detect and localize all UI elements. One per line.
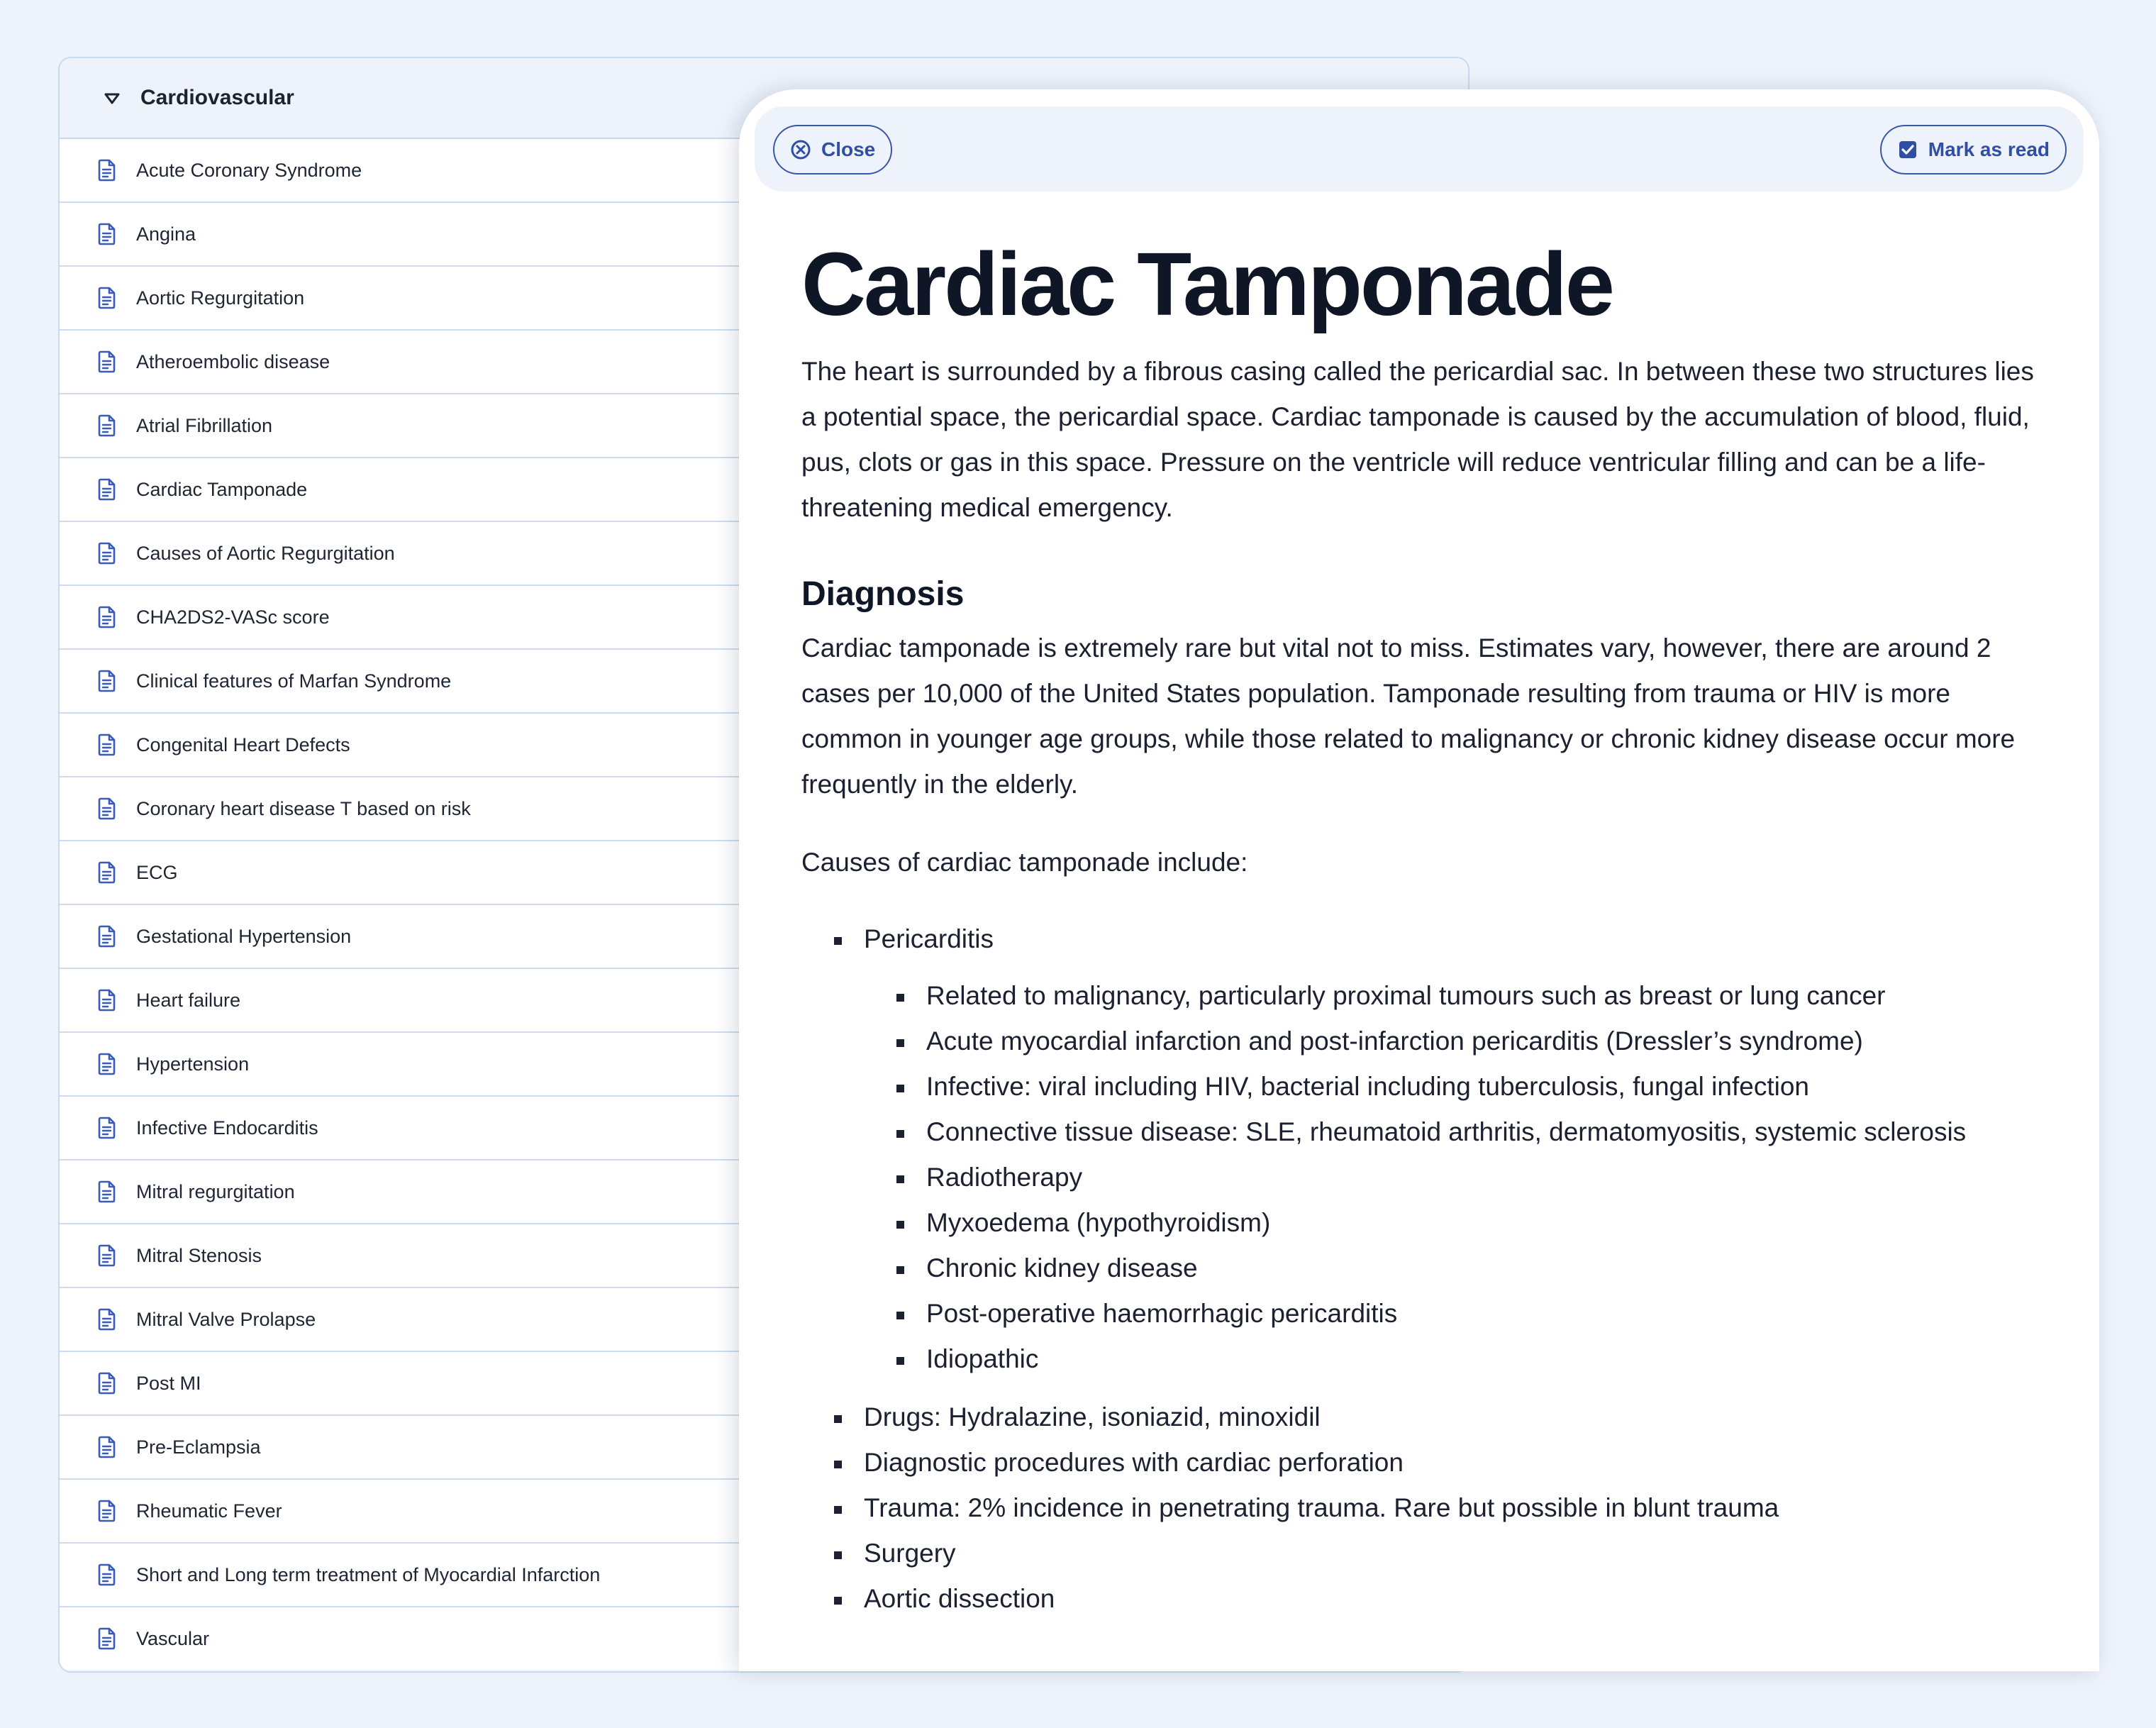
topic-list-item-label: Clinical features of Marfan Syndrome: [136, 670, 452, 692]
topic-list-item-label: Aortic Regurgitation: [136, 287, 305, 309]
topic-list-item-label: Gestational Hypertension: [136, 925, 352, 947]
close-circle-icon: [790, 139, 811, 160]
document-icon: [95, 158, 119, 182]
mark-as-read-button[interactable]: [1880, 125, 2067, 175]
topic-list-item-label: Angina: [136, 223, 196, 245]
subcause-item: Connective tissue disease: SLE, rheumatoid arthritis, dermatomyositis, systemic sclerosis: [864, 1109, 2043, 1155]
topic-list-item-label: Acute Coronary Syndrome: [136, 159, 362, 181]
document-icon: [95, 1627, 119, 1651]
causes-intro: Causes of cardiac tamponade include:: [801, 848, 1248, 877]
article-title: Cardiac Tamponade: [801, 234, 1613, 334]
subcause-item: Post-operative haemorrhagic pericarditis: [864, 1291, 2043, 1336]
topic-list-item-label: Short and Long term treatment of Myocardial Infarction: [136, 1563, 601, 1585]
cause-item: Drugs: Hydralazine, isoniazid, minoxidil: [801, 1395, 2043, 1440]
topic-list-item-label: Pre-Eclampsia: [136, 1436, 261, 1458]
document-icon: [95, 1052, 119, 1076]
category-title: Cardiovascular: [140, 86, 294, 109]
article-body: [801, 224, 2043, 1622]
subcause-item: Radiotherapy: [864, 1155, 2043, 1200]
article-sheet: [739, 89, 2099, 1671]
cause-item-label: Pericarditis: [864, 924, 994, 953]
document-icon: [95, 414, 119, 438]
document-icon: [95, 1180, 119, 1204]
subcause-item: Idiopathic: [864, 1336, 2043, 1382]
document-icon: [95, 350, 119, 374]
pericarditis-subcauses: [864, 973, 2043, 1382]
article-toolbar: [755, 106, 2084, 192]
close-button[interactable]: [773, 125, 892, 175]
checkbox-checked-icon: [1897, 139, 1918, 160]
topic-list-item-label: Rheumatic Fever: [136, 1500, 282, 1522]
topic-list-item-label: Atheroembolic disease: [136, 350, 330, 372]
document-icon: [95, 1435, 119, 1459]
document-icon: [95, 1116, 119, 1140]
topic-list-item-label: Causes of Aortic Regurgitation: [136, 542, 395, 564]
document-icon: [95, 1244, 119, 1268]
close-button-label: Close: [821, 138, 876, 160]
topic-list-item-label: Mitral Stenosis: [136, 1244, 262, 1266]
subcause-item: Related to malignancy, particularly proximal tumours such as breast or lung cancer: [864, 973, 2043, 1019]
mark-as-read-label: Mark as read: [1928, 138, 2050, 160]
document-icon: [95, 988, 119, 1012]
cause-item: Surgery: [801, 1531, 2043, 1576]
article-intro: The heart is surrounded by a fibrous casing called the pericardial sac. In between these two structures lies a potential space, the pericardial space. Cardiac tamponade is caused by the accumulation of blood, fluid, pus, clots or gas in this space. Pressure on the ventricle will reduce ventricular filling and can be a life-threatening medical emergency.: [801, 357, 2034, 522]
document-icon: [95, 1563, 119, 1587]
document-icon: [95, 541, 119, 565]
diagnosis-paragraph: Cardiac tamponade is extremely rare but vital not to miss. Estimates vary, however, there are around 2 cases per 10,000 of the United States population. Tamponade resulting from trauma or HIV is more common in younger age groups, while those related to malignancy or chronic kidney disease occur more frequently in the elderly.: [801, 633, 2016, 799]
document-icon: [95, 924, 119, 948]
cause-item: Trauma: 2% incidence in penetrating trauma. Rare but possible in blunt trauma: [801, 1485, 2043, 1531]
topic-list-item-label: Cardiac Tamponade: [136, 478, 308, 500]
document-icon: [95, 1371, 119, 1395]
subcause-item: Myxoedema (hypothyroidism): [864, 1200, 2043, 1246]
causes-list: [801, 916, 2043, 1622]
subcause-item: Acute myocardial infarction and post-infarction pericarditis (Dressler’s syndrome): [864, 1019, 2043, 1064]
document-icon: [95, 860, 119, 885]
topic-list-item-label: Vascular: [136, 1627, 210, 1649]
topic-list-item-label: Hypertension: [136, 1053, 250, 1075]
document-icon: [95, 1499, 119, 1523]
document-icon: [95, 797, 119, 821]
document-icon: [95, 477, 119, 502]
cause-item: Aortic dissection: [801, 1576, 2043, 1622]
cause-item: [801, 916, 2043, 1382]
document-icon: [95, 222, 119, 246]
document-icon: [95, 669, 119, 693]
topic-list-item-label: Post MI: [136, 1372, 201, 1394]
topic-list-item-label: ECG: [136, 861, 178, 883]
document-icon: [95, 605, 119, 629]
document-icon: [95, 733, 119, 757]
topic-list-item-label: Coronary heart disease T based on risk: [136, 797, 471, 819]
topic-list-item-label: Infective Endocarditis: [136, 1117, 318, 1139]
topic-list-item-label: CHA2DS2-VASc score: [136, 606, 330, 628]
topic-list-item-label: Congenital Heart Defects: [136, 733, 350, 755]
topic-list-item-label: Heart failure: [136, 989, 241, 1011]
topic-list-item-label: Mitral Valve Prolapse: [136, 1308, 316, 1330]
document-icon: [95, 286, 119, 310]
subcause-item: Chronic kidney disease: [864, 1246, 2043, 1291]
topic-list-item-label: Atrial Fibrillation: [136, 414, 273, 436]
diagnosis-heading: Diagnosis: [801, 575, 965, 613]
chevron-down-icon[interactable]: [99, 85, 125, 111]
subcause-item: Infective: viral including HIV, bacterial including tuberculosis, fungal infection: [864, 1064, 2043, 1109]
document-icon: [95, 1307, 119, 1331]
cause-item: Diagnostic procedures with cardiac perforation: [801, 1440, 2043, 1485]
topic-list-item-label: Mitral regurgitation: [136, 1180, 295, 1202]
